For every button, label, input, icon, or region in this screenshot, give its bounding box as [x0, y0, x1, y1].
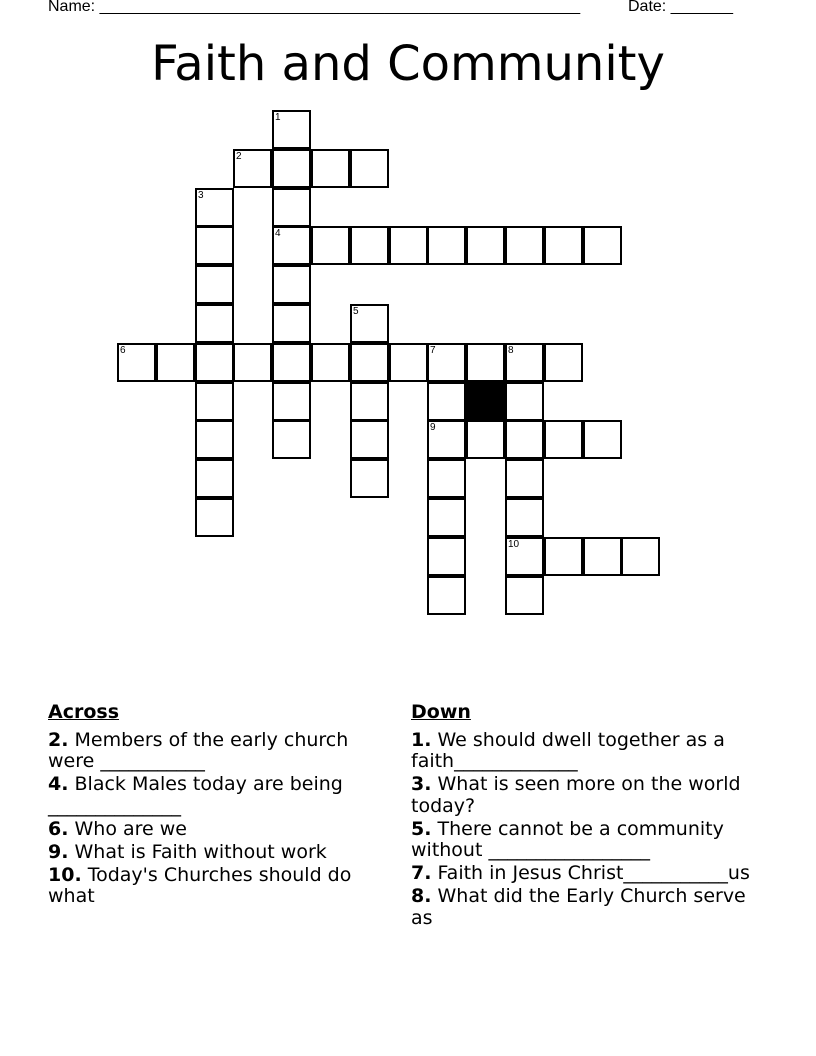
grid-cell[interactable]	[544, 537, 583, 576]
grid-cell[interactable]	[272, 110, 311, 149]
grid-cell[interactable]	[505, 459, 544, 498]
grid-cell[interactable]	[233, 343, 272, 382]
clue-text: Faith in Jesus Christ___________us	[437, 862, 750, 884]
grid-cell[interactable]	[195, 188, 234, 227]
clue-number-label: 10	[508, 539, 520, 550]
clue-number: 8.	[411, 885, 432, 907]
grid-cell[interactable]	[544, 343, 583, 382]
across-clue	[48, 819, 378, 841]
grid-cell[interactable]	[466, 343, 505, 382]
clue-number: 3.	[411, 773, 432, 795]
clue-number-label: 9	[430, 422, 436, 433]
grid-cell[interactable]	[427, 537, 466, 576]
grid-cell[interactable]	[544, 226, 583, 265]
grid-cell[interactable]	[350, 343, 389, 382]
grid-cell[interactable]	[505, 382, 544, 421]
grid-cell[interactable]	[272, 304, 311, 343]
grid-cell[interactable]	[195, 343, 234, 382]
grid-cell[interactable]	[427, 226, 466, 265]
clue-text: What is seen more on the world today?	[411, 773, 741, 817]
grid-cell[interactable]	[272, 343, 311, 382]
down-clue	[411, 774, 751, 817]
grid-cell[interactable]	[466, 226, 505, 265]
grid-cell[interactable]	[272, 382, 311, 421]
grid-cell[interactable]	[583, 226, 622, 265]
grid-cell[interactable]	[466, 420, 505, 459]
clue-text: Members of the early church were ___________	[48, 728, 349, 772]
grid-cell[interactable]	[427, 459, 466, 498]
clue-number-label: 2	[236, 151, 242, 162]
grid-cell[interactable]	[389, 343, 428, 382]
grid-cell[interactable]	[117, 343, 156, 382]
grid-cell[interactable]	[583, 537, 622, 576]
grid-cell[interactable]	[350, 382, 389, 421]
clue-text: What is Faith without work	[74, 840, 327, 863]
across-clue	[48, 730, 378, 773]
grid-cell[interactable]	[272, 149, 311, 188]
clue-text: Black Males today are being ______________	[48, 773, 343, 817]
clue-text: We should dwell together as a faith_____________	[411, 728, 725, 772]
clue-text: Today's Churches should do what	[48, 863, 352, 907]
grid-cell[interactable]	[272, 420, 311, 459]
down-clue	[411, 886, 751, 929]
grid-cell[interactable]	[195, 304, 234, 343]
across-clue	[48, 865, 378, 908]
grid-cell[interactable]	[505, 576, 544, 615]
clue-number: 7.	[411, 862, 432, 884]
name-line[interactable]: Name: ______________________________________________________	[48, 0, 581, 15]
grid-cell[interactable]	[272, 226, 311, 265]
grid-cell[interactable]	[350, 226, 389, 265]
across-clue	[48, 842, 378, 864]
down-clues	[411, 702, 751, 931]
down-heading: Down	[411, 701, 471, 723]
date-line[interactable]: Date: _______	[628, 0, 733, 15]
clue-number-label: 7	[430, 345, 436, 356]
grid-cell[interactable]	[233, 149, 272, 188]
grid-cell[interactable]	[621, 537, 660, 576]
clue-number: 1.	[411, 728, 432, 751]
clue-number-label: 6	[120, 345, 126, 356]
across-heading: Across	[48, 701, 120, 723]
grid-cell[interactable]	[195, 420, 234, 459]
clue-number: 5.	[411, 817, 432, 840]
clue-number: 9.	[48, 840, 69, 863]
grid-cell[interactable]	[350, 149, 389, 188]
grid-cell[interactable]	[311, 226, 350, 265]
grid-cell[interactable]	[195, 265, 234, 304]
across-clue	[48, 774, 378, 817]
clue-text: Who are we	[74, 817, 187, 840]
down-clue	[411, 819, 751, 862]
grid-cell[interactable]	[389, 226, 428, 265]
clue-number: 4.	[48, 773, 69, 795]
grid-cell[interactable]	[350, 459, 389, 498]
clue-number-label: 4	[275, 228, 281, 239]
grid-cell[interactable]	[427, 343, 466, 382]
grid-cell[interactable]	[195, 459, 234, 498]
grid-cell[interactable]	[195, 226, 234, 265]
grid-cell[interactable]	[195, 498, 234, 537]
down-clue	[411, 730, 751, 773]
block-cell	[466, 382, 505, 421]
puzzle-title: Faith and Community	[151, 36, 665, 92]
grid-cell[interactable]	[427, 576, 466, 615]
grid-cell[interactable]	[350, 420, 389, 459]
grid-cell[interactable]	[505, 498, 544, 537]
clue-text: What did the Early Church serve as	[411, 885, 746, 929]
clue-number-label: 3	[198, 190, 204, 201]
grid-cell[interactable]	[544, 420, 583, 459]
grid-cell[interactable]	[427, 382, 466, 421]
clue-number: 6.	[48, 817, 69, 840]
grid-cell[interactable]	[427, 420, 466, 459]
grid-cell[interactable]	[195, 382, 234, 421]
across-clues	[48, 702, 378, 909]
grid-cell[interactable]	[311, 343, 350, 382]
clue-number-label: 1	[275, 112, 281, 123]
grid-cell[interactable]	[272, 188, 311, 227]
grid-cell[interactable]	[427, 498, 466, 537]
clue-number: 2.	[48, 728, 69, 751]
grid-cell[interactable]	[505, 343, 544, 382]
clue-text: There cannot be a community without _________________	[411, 817, 724, 861]
grid-cell[interactable]	[350, 304, 389, 343]
grid-cell[interactable]	[505, 420, 544, 459]
grid-cell[interactable]	[505, 537, 544, 576]
grid-cell[interactable]	[156, 343, 195, 382]
grid-cell[interactable]	[583, 420, 622, 459]
clue-number: 10.	[48, 863, 82, 886]
clue-number-label: 5	[353, 306, 359, 317]
down-clue	[411, 863, 751, 885]
grid-cell[interactable]	[505, 226, 544, 265]
grid-cell[interactable]	[272, 265, 311, 304]
grid-cell[interactable]	[311, 149, 350, 188]
clue-number-label: 8	[508, 345, 514, 356]
